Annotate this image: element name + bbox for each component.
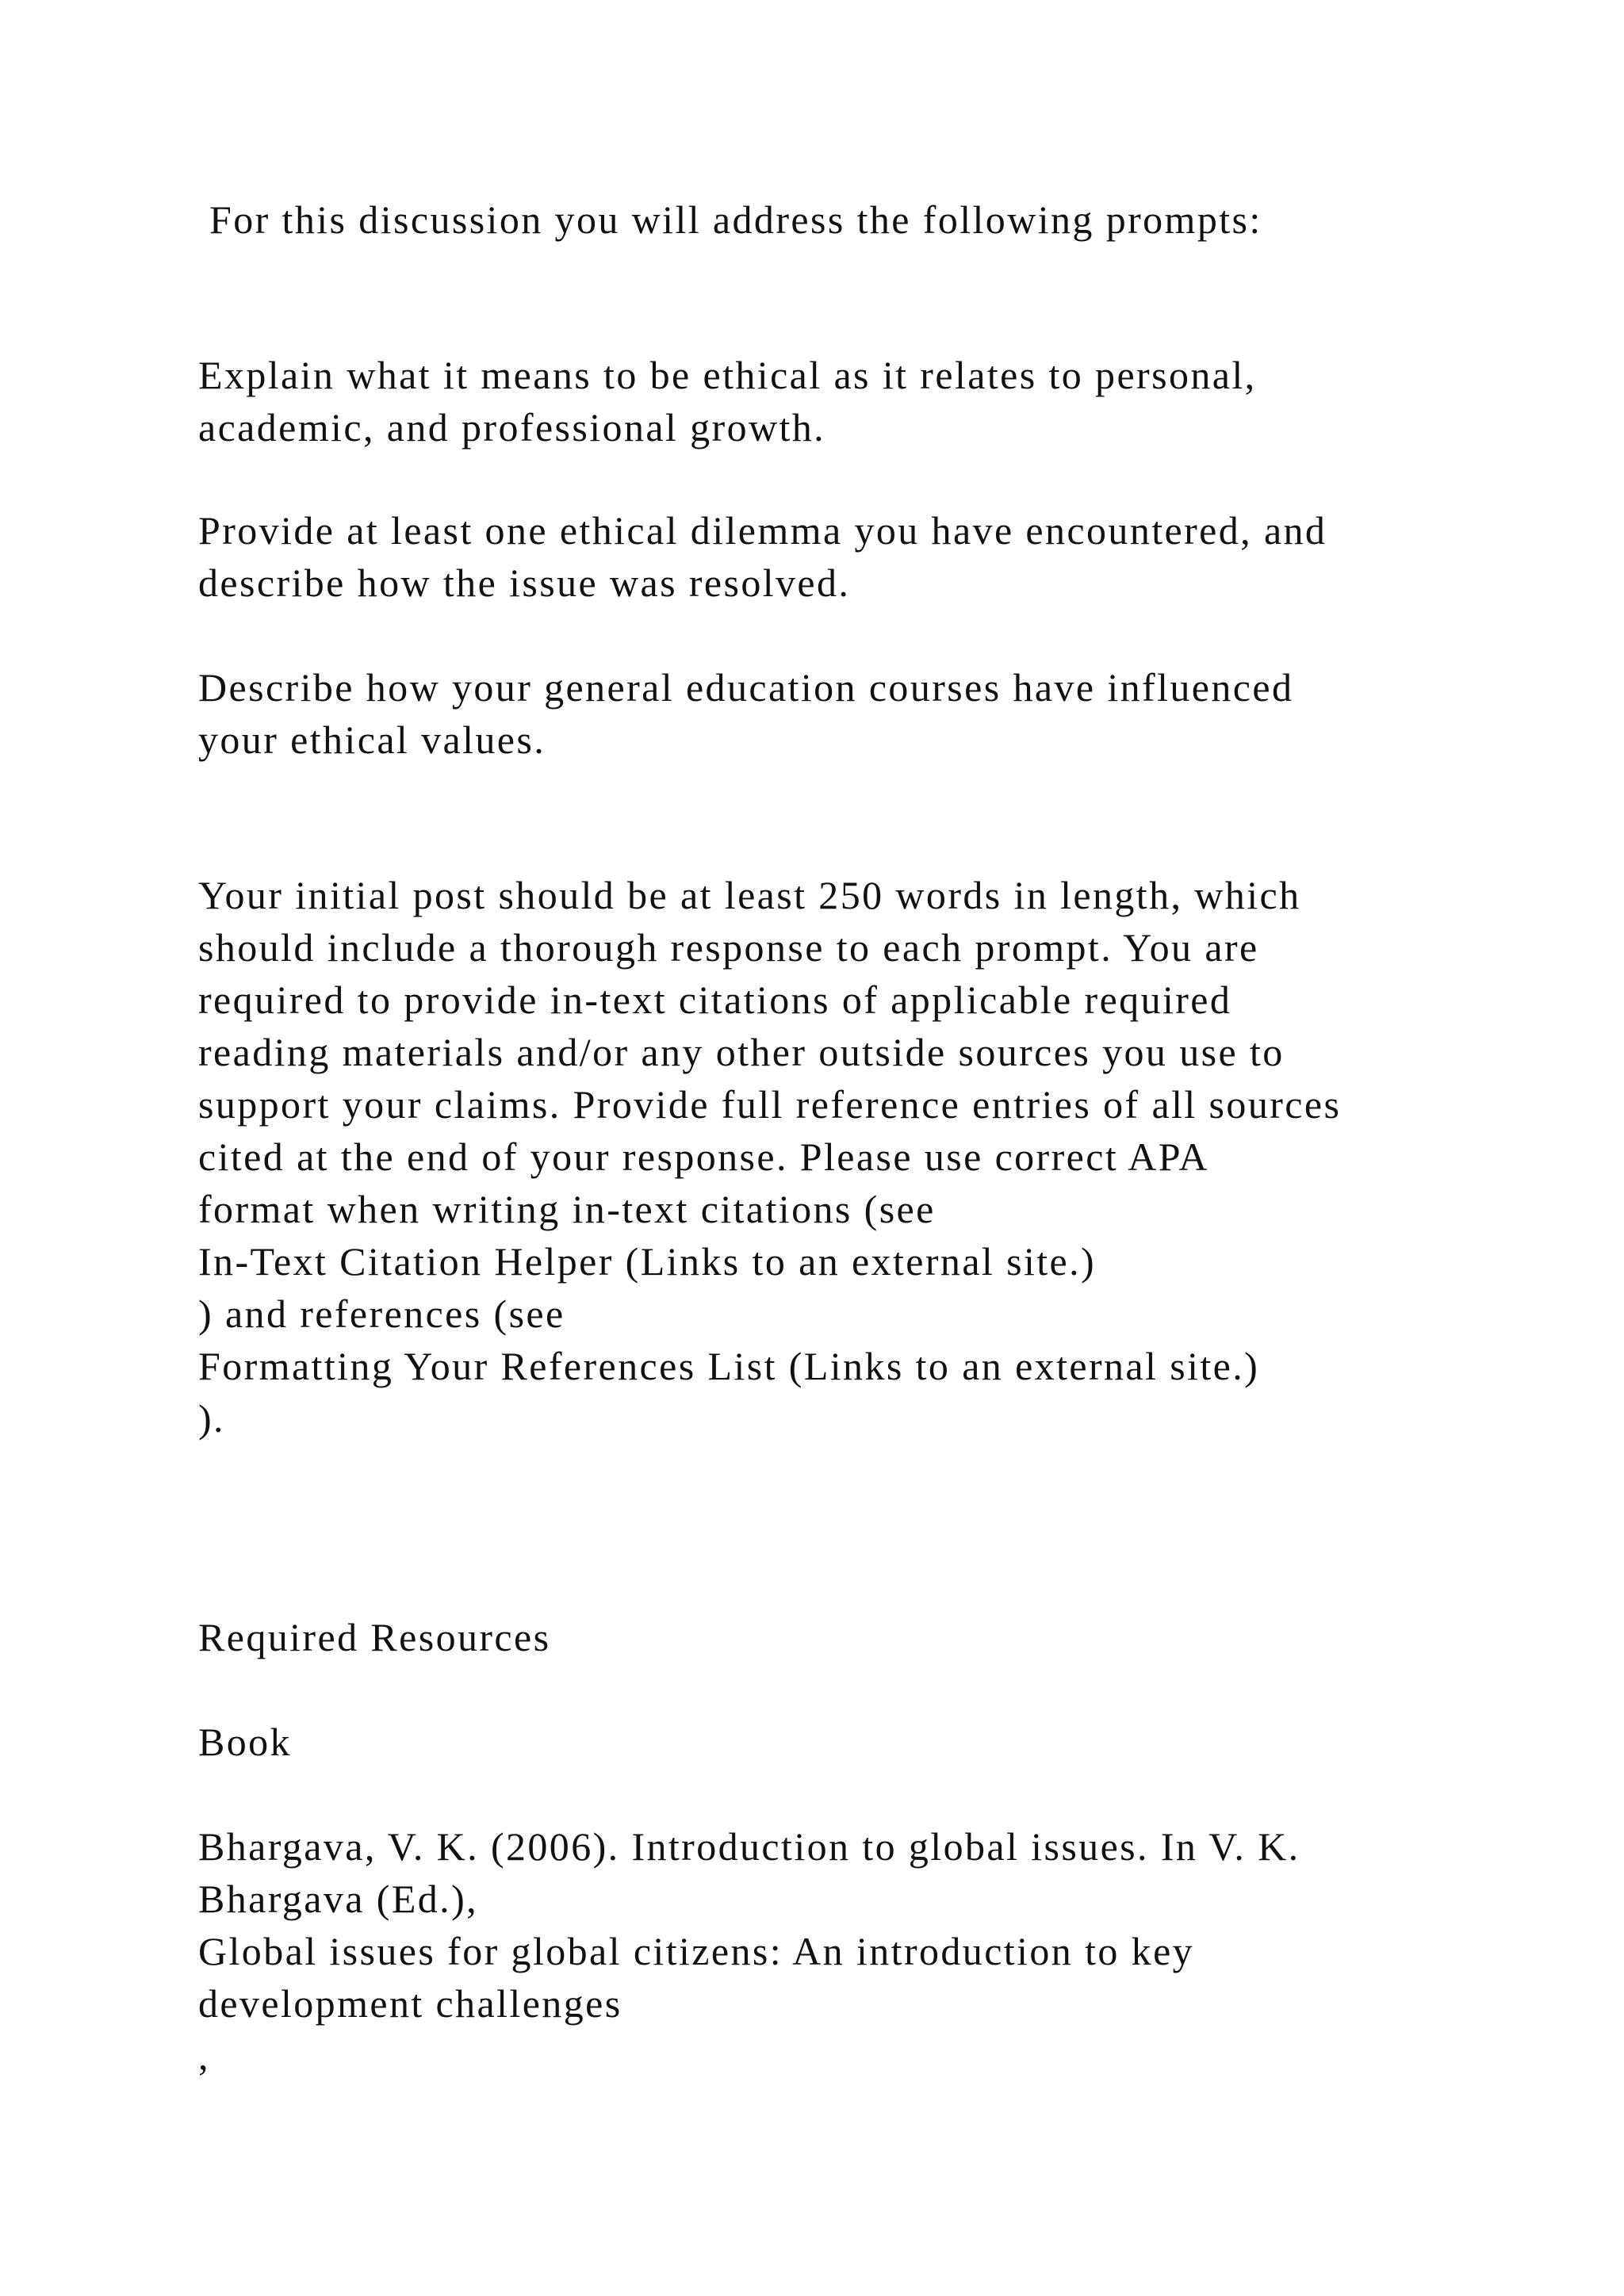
prompt-1-line-1: Explain what it means to be ethical as it relates to personal, (198, 353, 1257, 397)
prompt-1-line-2: academic, and professional growth. (198, 405, 826, 450)
book-heading: Book (198, 1720, 292, 1764)
prompt-2-line-2: describe how the issue was resolved. (198, 561, 851, 605)
prompt-3-line-2: your ethical values. (198, 718, 546, 762)
instructions-line-2: should include a thorough response to each prompt. You are (198, 925, 1259, 970)
reference-trailing-comma: , (198, 2034, 210, 2078)
prompt-3-line-1: Describe how your general education courses have influenced (198, 665, 1294, 710)
instructions-line-4: reading materials and/or any other outside sources you use to (198, 1030, 1285, 1074)
citation-helper-link[interactable]: In-Text Citation Helper (Links to an external site.) (198, 1239, 1097, 1284)
references-see-text: ) and references (see (198, 1292, 565, 1336)
instructions-line-6: cited at the end of your response. Please use correct APA (198, 1135, 1209, 1179)
instructions-line-5: support your claims. Provide full reference entries of all sources (198, 1082, 1342, 1127)
instructions-line-3: required to provide in-text citations of applicable required (198, 978, 1232, 1022)
reference-line-1: Bhargava, V. K. (2006). Introduction to global issues. In V. K. (198, 1824, 1300, 1869)
references-list-link[interactable]: Formatting Your References List (Links to an external site.) (198, 1344, 1260, 1388)
prompt-2-line-1: Provide at least one ethical dilemma you have encountered, and (198, 508, 1327, 553)
intro-text: For this discussion you will address the following prompts: (209, 197, 1262, 242)
instructions-line-1: Your initial post should be at least 250 words in length, which (198, 873, 1301, 917)
required-resources-heading: Required Resources (198, 1615, 551, 1659)
instructions-line-7: format when writing in-text citations (see (198, 1187, 936, 1231)
reference-title-line-1: Global issues for global citizens: An introduction to key (198, 1929, 1195, 1973)
reference-title-line-2: development challenges (198, 1981, 622, 2026)
closing-paren-text: ). (198, 1396, 225, 1441)
reference-line-2: Bhargava (Ed.), (198, 1877, 479, 1921)
